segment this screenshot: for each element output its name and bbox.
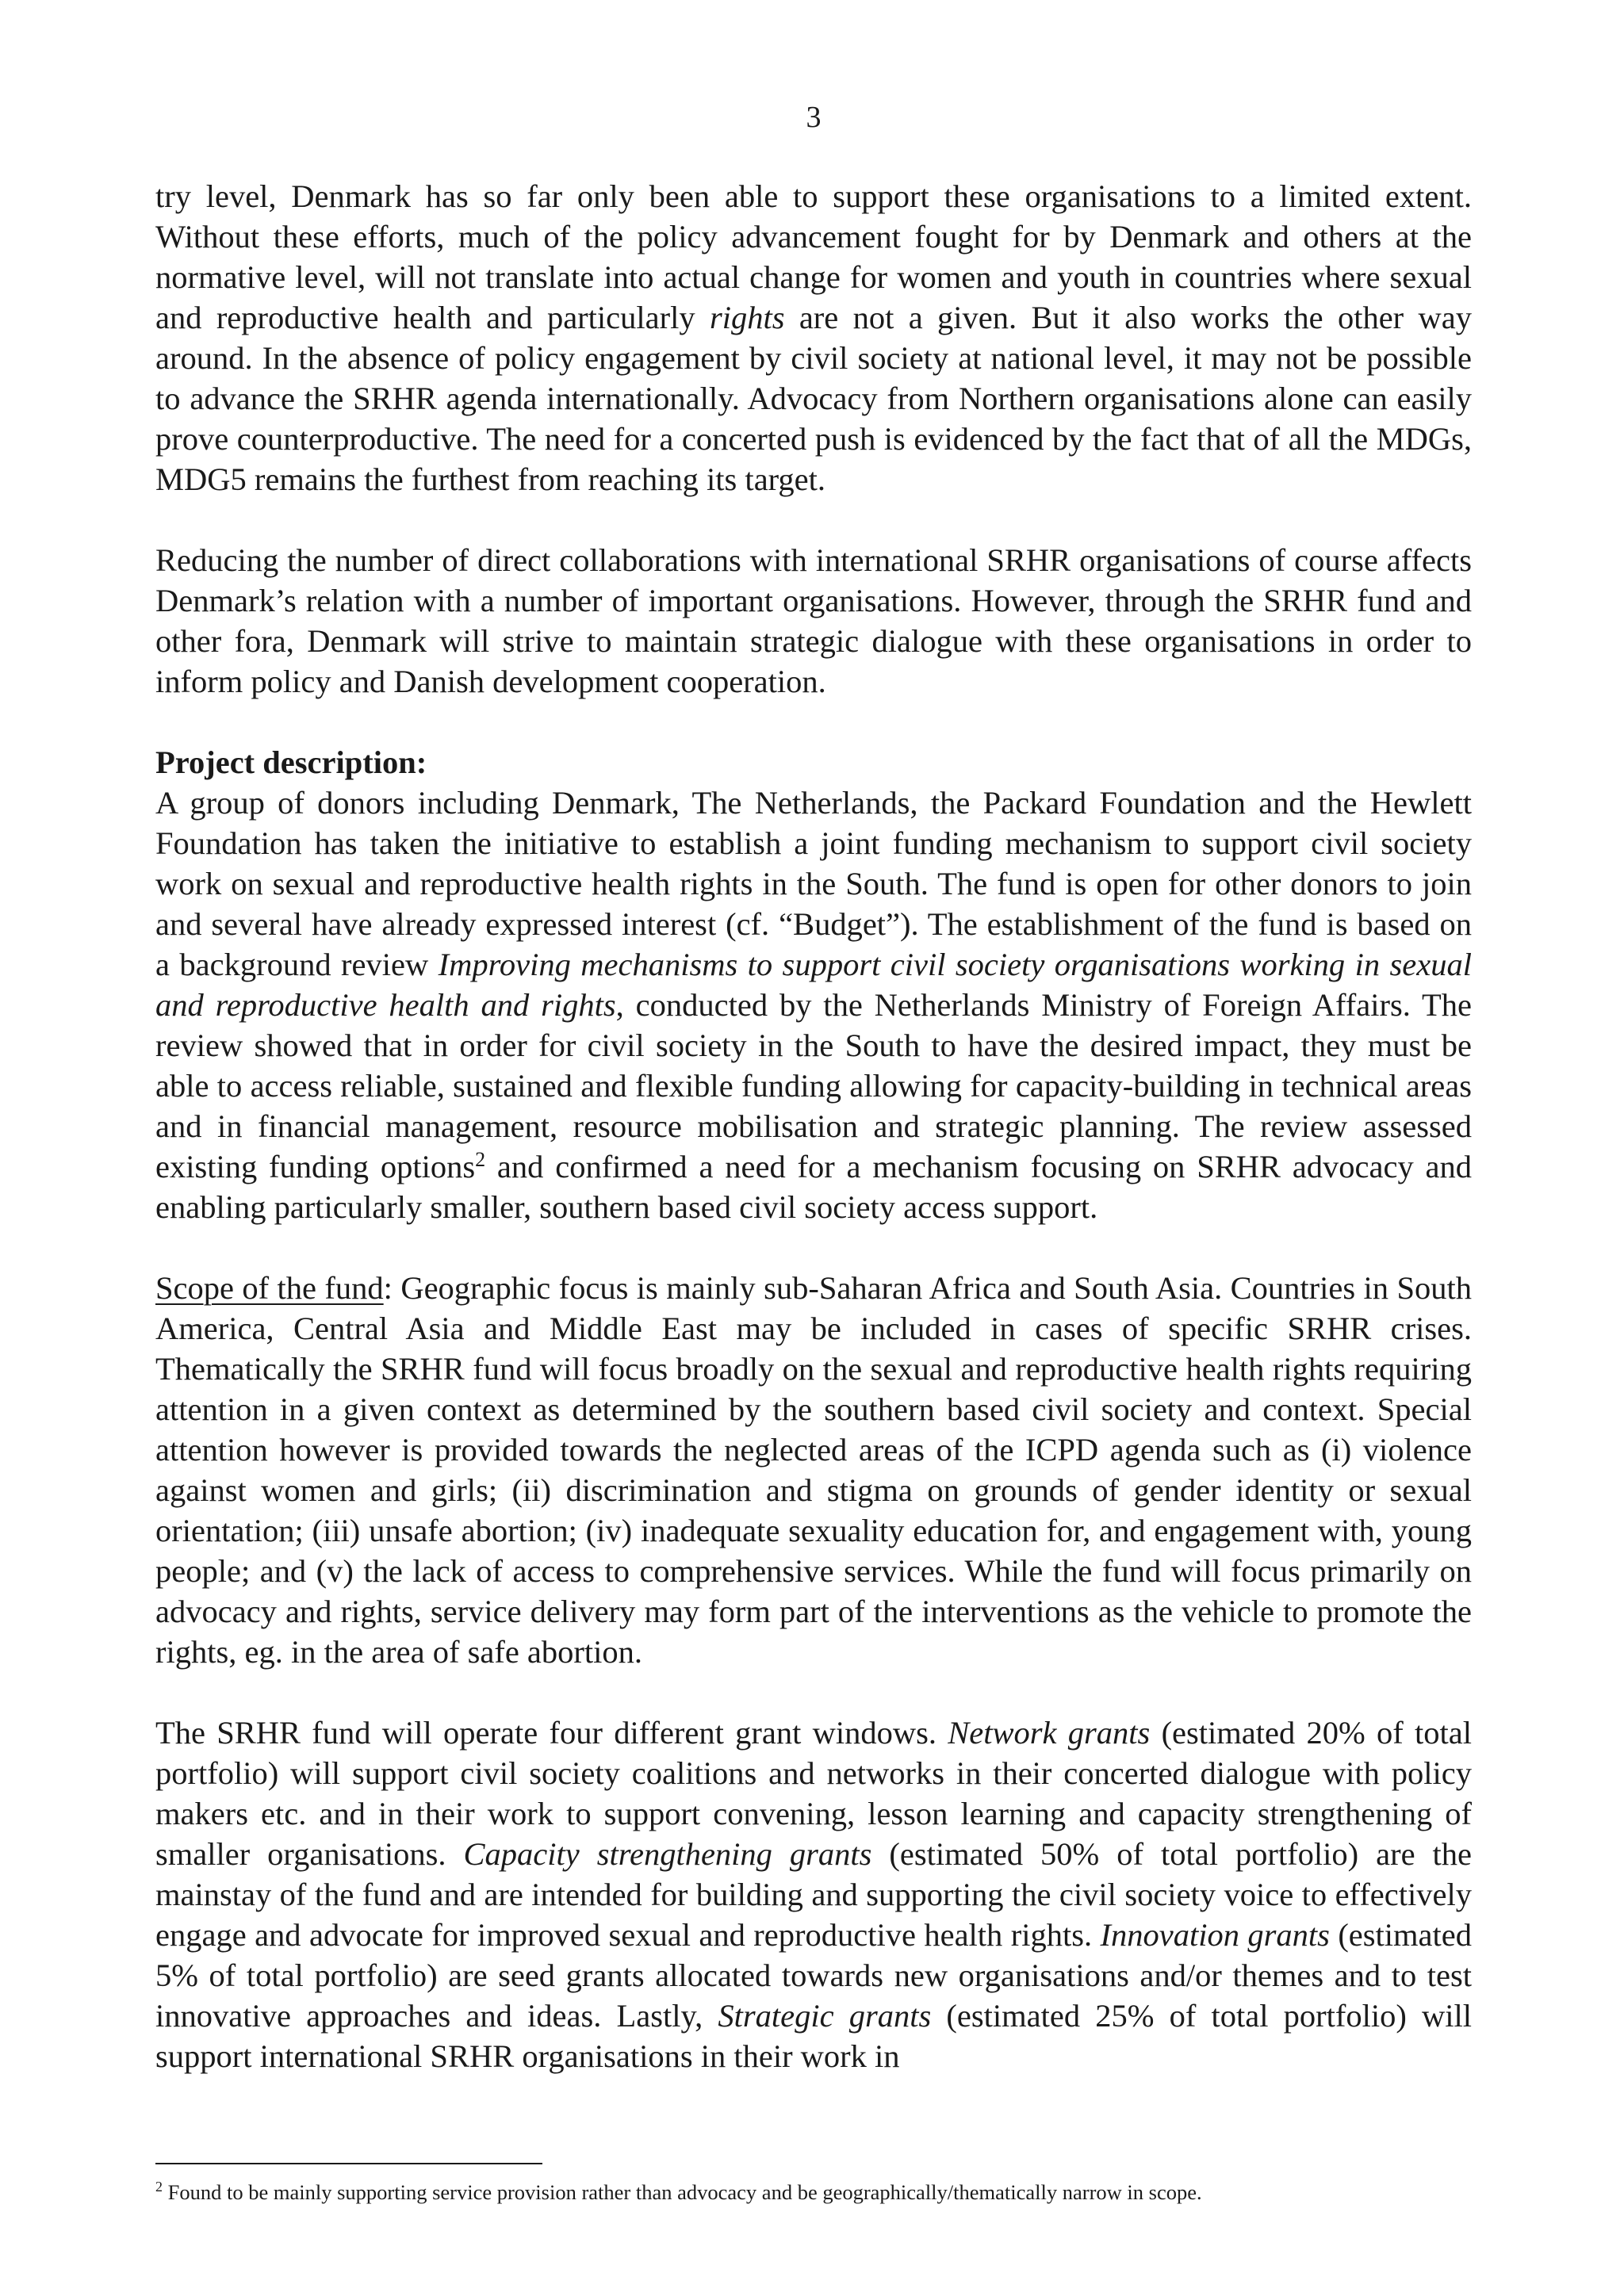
text-run: Reducing the number of direct collaborations with international SRHR organisations of course affects Denmark’s relation with a number of important organisations. However, through the SRHR fund and other fora, Denmark will strive to maintain strategic dialogue with these organisations in order to inform policy and Danish development cooperation.: [155, 542, 1472, 699]
text-run: : Geographic focus is mainly sub-Saharan Africa and South Asia. Countries in South America, Central Asia and Middle East may be included in cases of specific SRHR crises. Thematically the SRHR fund will focus broadly on the sexual and reproductive health rights requiring attention in a given context as determined by the southern based civil society and context. Special attention however is provided towards the neglected areas of the ICPD agenda such as (i) violence against women and girls; (ii) discrimination and stigma on grounds of gender identity or sexual orientation; (iii) unsafe abortion; (iv) inadequate sexuality education for, and engagement with, young people; and (v) the lack of access to comprehensive services. While the fund will focus primarily on advocacy and rights, service delivery may form part of the interventions as the vehicle to promote the rights, eg. in the area of safe abortion.: [155, 1270, 1472, 1670]
text-run: The SRHR fund will operate four different grant windows.: [155, 1715, 948, 1751]
italic-text: Innovation grants: [1100, 1917, 1330, 1953]
text-run: try level, Denmark has so far only been able to support these organisations to a limited extent. Without these efforts, much of the policy advancement fought for by Denmark and others at the normative level, will not translate into actual change for women and youth in countries where sexual and reproductive health and particularly: [155, 178, 1472, 335]
italic-text: Network grants: [948, 1715, 1151, 1751]
text-run: , conducted by the Netherlands Ministry of Foreign Affairs. The review showed that in order for civil society in the South to have the desired impact, they must be able to access reliable, sustained and flexible funding allowing for capacity-building in technical areas and in financial management, resource mobilisation and strategic planning. The review assessed existing funding options: [155, 987, 1472, 1184]
italic-text: rights: [709, 300, 785, 335]
body-text: [155, 176, 1472, 2076]
footnote-reference: 2: [475, 1148, 486, 1171]
text-run: are not a given. But it also works the other way around. In the absence of policy engagement by civil society at national level, it may not be possible to advance the SRHR agenda internationally. Advocacy from Northern organisations alone can easily prove counterproductive. The need for a concerted push is evidenced by the fact that of all the MDGs, MDG5 remains the furthest from reaching its target.: [155, 300, 1472, 497]
page-content: [155, 0, 1472, 2296]
paragraph-grant-windows: [155, 1712, 1472, 2076]
footnote-separator: [155, 2163, 542, 2164]
footnote-text: Found to be mainly supporting service provision rather than advocacy and be geographically/thematically narrow in scope.: [163, 2180, 1202, 2204]
paragraph-2: [155, 540, 1472, 702]
paragraph-project-description: [155, 783, 1472, 1227]
italic-text: Strategic grants: [718, 1998, 932, 2034]
text-run: (estimated 5% of total portfolio) are seed grants allocated towards new organisations and/or themes and to test innovative approaches and ideas. Lastly,: [155, 1917, 1472, 2034]
italic-text: Capacity strengthening grants: [463, 1836, 872, 1872]
paragraph-scope-of-fund: [155, 1268, 1472, 1672]
section-heading: Project description:: [155, 744, 427, 780]
text-run: (estimated 50% of total portfolio) are the mainstay of the fund and are intended for building and supporting the civil society voice to effectively engage and advocate for improved sexual and reproductive health rights.: [155, 1836, 1472, 1953]
paragraph-1: [155, 176, 1472, 499]
text-run: (estimated 20% of total portfolio) will support civil society coalitions and networks in their concerted dialogue with policy makers etc. and in their work to support convening, lesson learning and capacity strengthening of smaller organisations.: [155, 1715, 1472, 1872]
footnote-marker: 2: [155, 2179, 163, 2195]
text-run: and confirmed a need for a mechanism focusing on SRHR advocacy and enabling particularly smaller, southern based civil society access support.: [155, 1149, 1472, 1225]
footnote: [155, 2179, 1472, 2206]
underlined-subheading: Scope of the fund: [155, 1270, 384, 1306]
page-number: 3: [806, 101, 822, 134]
italic-text: Improving mechanisms to support civil society organisations working in sexual and reproductive health and rights: [155, 947, 1472, 1023]
text-run: (estimated 25% of total portfolio) will support international SRHR organisations in their work in: [155, 1998, 1472, 2074]
text-run: A group of donors including Denmark, The Netherlands, the Packard Foundation and the Hewlett Foundation has taken the initiative to establish a joint funding mechanism to support civil society work on sexual and reproductive health rights in the South. The fund is open for other donors to join and several have already expressed interest (cf. “Budget”). The establishment of the fund is based on a background review: [155, 785, 1472, 982]
